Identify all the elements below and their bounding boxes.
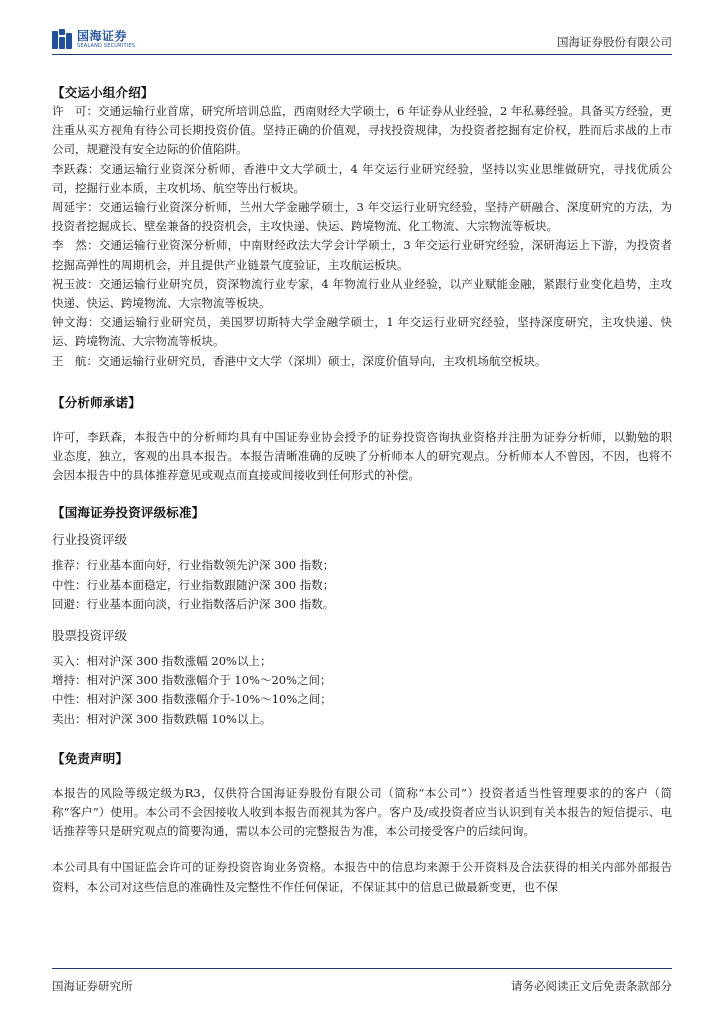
- logo-text-en: SEALAND SECURITIES: [77, 42, 136, 49]
- team-member-item: 祝玉波：交通运输行业研究员，资深物流行业专家，4 年物流行业从业经验，以产业赋能金融，紧跟行业变化趋势，主攻快递、快运、跨境物流、大宗物流等板块。: [52, 276, 672, 311]
- report-body: [52, 78, 672, 897]
- team-member-item: 周延宇：交通运输行业资深分析师，兰州大学金融学硕士，3 年交运行业研究经验，坚持产研融合、深度研究的方法，为投资者挖掘成长、壁垒兼备的投资机会，主攻快递、快运、跨境物流、化工物流、大宗物流等板块。: [52, 200, 672, 234]
- industry-rating-item: 中性：行业基本面稳定，行业指数跟随沪深 300 指数；: [52, 577, 335, 592]
- disclaimer-paragraph: 本报告的风险等级定级为R3，仅供符合国海证券股份有限公司（简称“本公司”）投资者适当性管理要求的的客户（简称“客户”）使用。本公司不会因接收人收到本报告而视其为客户。客户及/或投资者应当认识到有关本报告的短信提示、电话推荐等只是研究观点的简要沟通，需以本公司的完整报告为准，本公司接受客户的后续问询。: [52, 785, 672, 839]
- stock-rating-list: [52, 652, 672, 729]
- stock-rating-title: 股票投资评级: [52, 628, 128, 644]
- stock-rating-item: 买入：相对沪深 300 指数涨幅 20%以上；: [52, 654, 272, 669]
- rating-section-title: 【国海证券投资评级标准】: [52, 505, 205, 521]
- stock-rating-item: 中性：相对沪深 300 指数涨幅介于-10%～10%之间；: [52, 692, 332, 707]
- commitment-text: 许可，李跃森，本报告中的分析师均具有中国证券业协会授予的证券投资咨询执业资格并注册为证券分析师，以勤勉的职业态度，独立，客观的出具本报告。本报告清晰准确的反映了分析师本人的研究观点。分析师本人不曾因，不因，也将不会因本报告中的具体推荐意见或观点而直接或间接收到任何形式的补偿。: [52, 429, 672, 483]
- team-member-list: [52, 102, 672, 371]
- logo-text-cn: 国海证券: [77, 28, 128, 43]
- industry-rating-item: 回避：行业基本面向淡，行业指数落后沪深 300 指数。: [52, 596, 335, 611]
- logo-mark-icon: [52, 29, 72, 49]
- disclaimer-section-title: 【免责声明】: [52, 750, 129, 766]
- team-member-item: 许 可：交通运输行业首席，研究所培训总监，西南财经大学硕士，6 年证券从业经验，2 年私募经验。具备买方经验，更注重从买方视角有待公司长期投资价值。坚持正确的价值观，寻找投资规律，为投资者挖掘有定价权，胜而后求战的上市公司，规避没有安全边际的价值陷阱。: [52, 104, 672, 157]
- industry-rating-item: 推荐：行业基本面向好，行业指数领先沪深 300 指数；: [52, 558, 335, 573]
- page-header: [52, 26, 672, 55]
- company-logo: [52, 28, 135, 50]
- team-member-item: 钟文海：交通运输行业研究员，美国罗切斯特大学金融学硕士，1 年交运行业研究经验，坚持深度研究，主攻快递、快运、跨境物流、大宗物流等板块。: [52, 315, 672, 349]
- header-company-name: 国海证券股份有限公司: [557, 35, 672, 49]
- industry-rating-title: 行业投资评级: [52, 532, 128, 548]
- page-footer: [52, 968, 672, 999]
- team-member-item: 李跃森：交通运输行业资深分析师，香港中文大学硕士，4 年交运行业研究经验，坚持以实业思维做研究，寻找优质公司，挖掘行业本质，主攻机场、航空等出行板块。: [52, 161, 672, 195]
- stock-rating-item: 卖出：相对沪深 300 指数跌幅 10%以上。: [52, 711, 272, 726]
- footer-institute: 国海证券研究所: [52, 979, 133, 993]
- commitment-section-title: 【分析师承诺】: [52, 394, 141, 410]
- footer-disclaimer-note: 请务必阅读正文后免责条款部分: [511, 979, 672, 993]
- team-member-item: 王 航：交通运输行业研究员，香港中文大学（深圳）硕士，深度价值导向，主攻机场航空板块。: [52, 353, 547, 368]
- disclaimer-paragraph: 本公司具有中国证监会许可的证券投资咨询业务资格。本报告中的信息均来源于公开资料及合法获得的相关内部外部报告资料，本公司对这些信息的准确性及完整性不作任何保证，不保证其中的信息已做最新变更，也不保: [52, 860, 672, 894]
- team-member-item: 李 然：交通运输行业资深分析师，中南财经政法大学会计学硕士，3 年交运行业研究经验，深研海运上下游，为投资者挖掘高弹性的周期机会，并且提供产业链景气度验证，主攻航运板块。: [52, 238, 672, 272]
- stock-rating-item: 增持：相对沪深 300 指数涨幅介于 10%～20%之间；: [52, 673, 332, 688]
- industry-rating-list: [52, 556, 672, 614]
- team-section-title: 【交运小组介绍】: [52, 85, 154, 100]
